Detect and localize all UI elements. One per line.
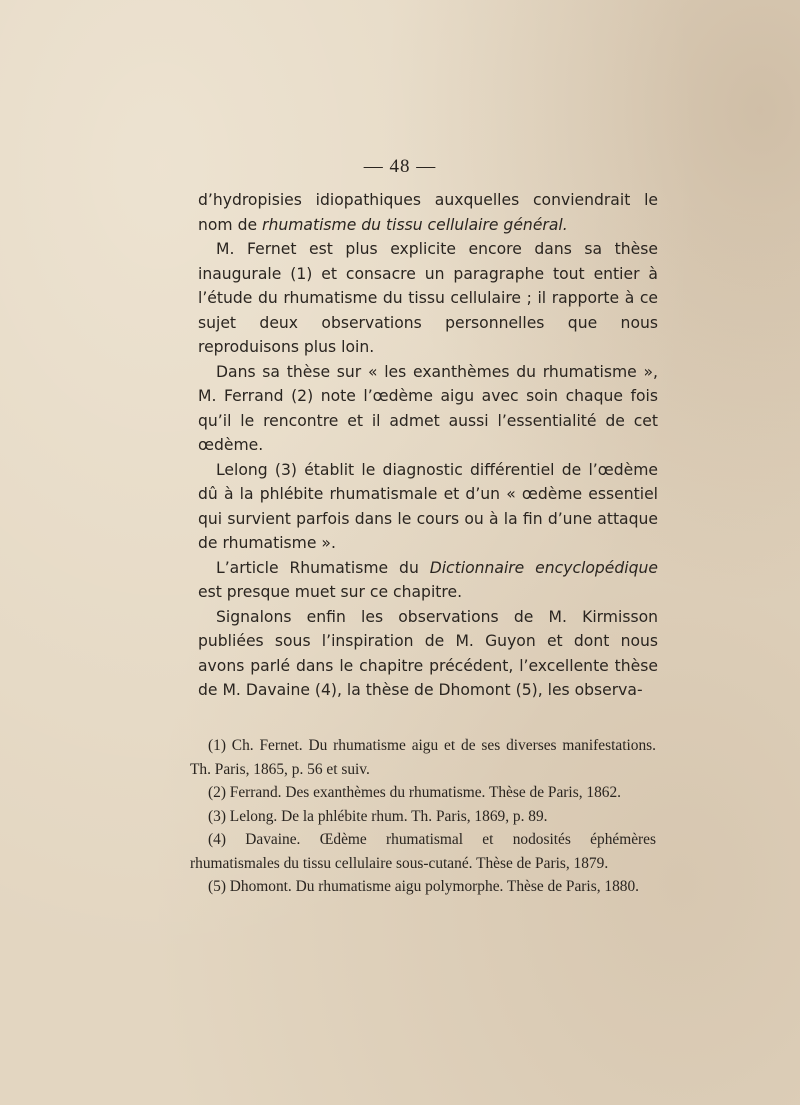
paragraph [198,360,658,458]
body-text [198,188,658,703]
paragraph [198,237,658,360]
paragraph-text: Signalons enfin les observations de M. Kirmisson publiées sous l’inspiration de M. Guyon et dont nous avons parlé dans le chapitre précédent, l’excellente thèse de M. Davaine (4), la thèse de Dhomont (5), les observa- [198,607,658,699]
paragraph-text: d’hydropisies idiopathiques auxquelles conviendrait le nom de [198,191,658,234]
emphasis-text: rhumatisme du tissu cellulaire général. [262,215,568,234]
footnote: (4) Davaine. Œdème rhumatismal et nodosités éphémères rhumatismales du tissu cellulaire sous-cutané. Thèse de Paris, 1879. [190,831,656,872]
footnote: (5) Dhomont. Du rhumatisme aigu polymorphe. Thèse de Paris, 1880. [208,878,640,895]
footnote: (2) Ferrand. Des exanthèmes du rhumatisme. Thèse de Paris, 1862. [208,784,622,801]
paragraph [198,556,658,605]
page-number: — 48 — [363,156,437,177]
paragraph-text: M. Fernet est plus explicite encore dans sa thèse inaugurale (1) et consacre un paragraphe tout entier à l’étude du rhumatisme du tissu cellulaire ; il rapporte à ce sujet deux observations personnelles que nous reproduisons plus loin. [198,240,658,356]
paragraph-text: Dans sa thèse sur « les exanthèmes du rhumatisme », M. Ferrand (2) note l’œdème aigu avec soin chaque fois qu’il le rencontre et il admet aussi l’essentialité de cet œdème. [198,362,658,454]
emphasis-text: Dictionnaire encyclopédique [429,558,658,577]
paragraph [198,605,658,703]
footnotes [190,734,656,899]
footnote: (1) Ch. Fernet. Du rhumatisme aigu et de ses diverses manifestations. Th. Paris, 1865, p. 56 et suiv. [190,737,656,778]
paragraph-text: est presque muet sur ce chapitre. [198,583,463,601]
paragraph-text: Lelong (3) établit le diagnostic différentiel de l’œdème dû à la phlébite rhumatismale et d’un « œdème essentiel qui survient parfois dans le cours ou à la fin d’une attaque de rhumatisme ». [198,460,658,552]
paragraph-text: L’article Rhumatisme du [216,558,430,577]
footnote: (3) Lelong. De la phlébite rhum. Th. Paris, 1869, p. 89. [208,807,548,825]
paragraph [198,188,658,237]
paragraph [198,458,658,556]
